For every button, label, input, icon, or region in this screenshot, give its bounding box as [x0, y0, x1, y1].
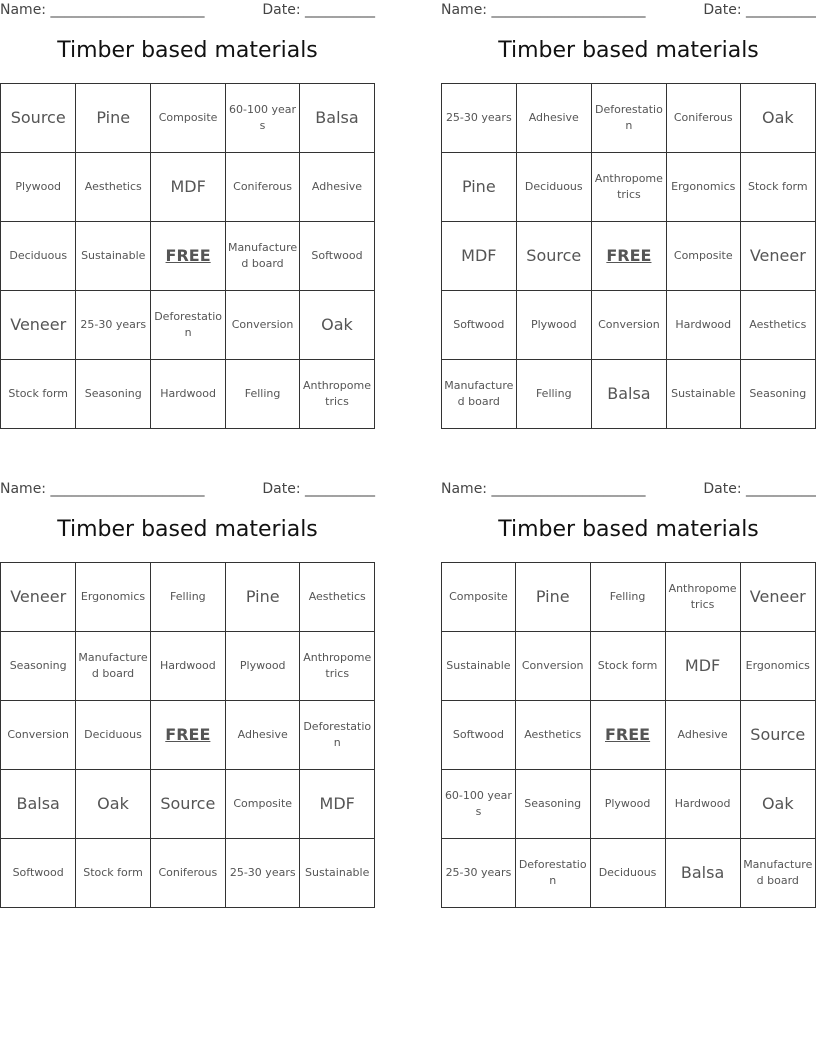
bingo-row: [1, 770, 375, 839]
bingo-cell: Conversion: [591, 291, 666, 360]
bingo-cell: Deforestation: [151, 291, 226, 360]
bingo-row: [442, 839, 816, 908]
bingo-cell: Conversion: [515, 632, 590, 701]
bingo-cell: Anthropometrics: [300, 632, 375, 701]
bingo-cell: Adhesive: [299, 153, 374, 222]
bingo-cell: Veneer: [740, 222, 815, 291]
bingo-cell: Seasoning: [1, 632, 76, 701]
bingo-cell: Seasoning: [515, 770, 590, 839]
card-header: [0, 2, 375, 22]
bingo-cell: Balsa: [1, 770, 76, 839]
bingo-row: [1, 632, 375, 701]
bingo-cell: MDF: [151, 153, 226, 222]
bingo-cell: Source: [740, 701, 815, 770]
bingo-row: [442, 770, 816, 839]
bingo-row: [1, 291, 375, 360]
bingo-row: [442, 84, 816, 153]
bingo-cell: Deciduous: [1, 222, 76, 291]
bingo-row: [442, 563, 816, 632]
bingo-cell: Plywood: [225, 632, 299, 701]
bingo-row: [1, 153, 375, 222]
bingo-cell: Aesthetics: [515, 701, 590, 770]
bingo-cell: Seasoning: [76, 360, 151, 429]
bingo-cell: Ergonomics: [76, 563, 150, 632]
bingo-cell: Deforestation: [515, 839, 590, 908]
bingo-grid: [0, 562, 375, 908]
bingo-cell: Manufactured board: [442, 360, 517, 429]
bingo-cell: Softwood: [442, 291, 517, 360]
bingo-grid: [0, 83, 375, 429]
bingo-row: [1, 563, 375, 632]
bingo-cell: 60-100 years: [226, 84, 300, 153]
bingo-cell: Oak: [299, 291, 374, 360]
bingo-cell: MDF: [665, 632, 740, 701]
bingo-cell: Anthropometrics: [665, 563, 740, 632]
bingo-cell: Felling: [516, 360, 591, 429]
bingo-cell: Sustainable: [666, 360, 740, 429]
bingo-cell: Balsa: [591, 360, 666, 429]
bingo-row: [442, 632, 816, 701]
bingo-cell: Deforestation: [591, 84, 666, 153]
bingo-cell: Plywood: [590, 770, 665, 839]
bingo-cell: Pine: [442, 153, 517, 222]
bingo-cell: Adhesive: [225, 701, 299, 770]
name-field-label: Name: ______________________: [441, 481, 646, 497]
bingo-cell: Felling: [226, 360, 300, 429]
date-field-label: Date: __________: [703, 481, 816, 497]
bingo-cell: Veneer: [1, 563, 76, 632]
bingo-cell: Coniferous: [666, 84, 740, 153]
bingo-cell: Source: [516, 222, 591, 291]
bingo-cell: Composite: [442, 563, 516, 632]
bingo-row: [442, 291, 816, 360]
bingo-row: [442, 153, 816, 222]
free-space-cell: FREE: [150, 701, 225, 770]
bingo-cell: Sustainable: [300, 839, 375, 908]
bingo-cell: Pine: [515, 563, 590, 632]
bingo-cell: Stock form: [76, 839, 150, 908]
bingo-cell: MDF: [300, 770, 375, 839]
bingo-row: [442, 701, 816, 770]
card-header: [441, 2, 816, 22]
bingo-cell: Deforestation: [300, 701, 375, 770]
bingo-cell: Oak: [740, 84, 815, 153]
bingo-cell: Softwood: [442, 701, 516, 770]
bingo-cell: Stock form: [1, 360, 76, 429]
bingo-cell: Veneer: [740, 563, 815, 632]
card-title: Timber based materials: [57, 517, 318, 542]
card-title: Timber based materials: [498, 38, 759, 63]
bingo-cell: Plywood: [1, 153, 76, 222]
bingo-cell: Adhesive: [516, 84, 591, 153]
free-space-cell: FREE: [590, 701, 665, 770]
bingo-cell: Deciduous: [590, 839, 665, 908]
name-field-label: Name: ______________________: [0, 481, 205, 497]
bingo-cell: Aesthetics: [300, 563, 375, 632]
bingo-cell: Manufactured board: [76, 632, 150, 701]
bingo-row: [1, 222, 375, 291]
bingo-cell: Softwood: [299, 222, 374, 291]
bingo-row: [1, 701, 375, 770]
bingo-cell: Felling: [150, 563, 225, 632]
card-header: [441, 481, 816, 501]
bingo-cell: Manufactured board: [740, 839, 815, 908]
bingo-cell: Coniferous: [226, 153, 300, 222]
bingo-cell: Oak: [740, 770, 815, 839]
bingo-cell: Pine: [225, 563, 299, 632]
bingo-cell: 25-30 years: [442, 839, 516, 908]
bingo-cell: Felling: [590, 563, 665, 632]
bingo-cell: 25-30 years: [76, 291, 151, 360]
bingo-row: [442, 222, 816, 291]
bingo-cell: 25-30 years: [442, 84, 517, 153]
free-space-cell: FREE: [151, 222, 226, 291]
bingo-cell: Coniferous: [150, 839, 225, 908]
bingo-cell: Composite: [151, 84, 226, 153]
bingo-cell: 60-100 years: [442, 770, 516, 839]
free-space-cell: FREE: [591, 222, 666, 291]
card-title: Timber based materials: [57, 38, 318, 63]
bingo-row: [1, 360, 375, 429]
bingo-cell: Softwood: [1, 839, 76, 908]
bingo-cell: Deciduous: [76, 701, 150, 770]
bingo-cell: MDF: [442, 222, 517, 291]
bingo-cell: Anthropometrics: [591, 153, 666, 222]
date-field-label: Date: __________: [262, 481, 375, 497]
bingo-cell: Composite: [666, 222, 740, 291]
bingo-cell: Stock form: [740, 153, 815, 222]
name-field-label: Name: ______________________: [441, 2, 646, 18]
bingo-grid: [441, 562, 816, 908]
bingo-cell: Deciduous: [516, 153, 591, 222]
bingo-cell: 25-30 years: [225, 839, 299, 908]
bingo-cell: Anthropometrics: [299, 360, 374, 429]
bingo-cell: Veneer: [1, 291, 76, 360]
bingo-cell: Adhesive: [665, 701, 740, 770]
bingo-cell: Aesthetics: [740, 291, 815, 360]
bingo-cell: Source: [1, 84, 76, 153]
date-field-label: Date: __________: [703, 2, 816, 18]
bingo-cell: Conversion: [1, 701, 76, 770]
bingo-cell: Composite: [225, 770, 299, 839]
card-header: [0, 481, 375, 501]
card-title: Timber based materials: [498, 517, 759, 542]
bingo-grid: [441, 83, 816, 429]
bingo-cell: Seasoning: [740, 360, 815, 429]
bingo-cell: Ergonomics: [740, 632, 815, 701]
bingo-row: [1, 839, 375, 908]
bingo-cell: Hardwood: [666, 291, 740, 360]
bingo-cell: Manufactured board: [226, 222, 300, 291]
bingo-cell: Stock form: [590, 632, 665, 701]
bingo-row: [442, 360, 816, 429]
bingo-cell: Aesthetics: [76, 153, 151, 222]
bingo-cell: Source: [150, 770, 225, 839]
bingo-cell: Sustainable: [76, 222, 151, 291]
bingo-cell: Hardwood: [665, 770, 740, 839]
bingo-cell: Ergonomics: [666, 153, 740, 222]
bingo-cell: Conversion: [226, 291, 300, 360]
bingo-cell: Oak: [76, 770, 150, 839]
bingo-cell: Balsa: [299, 84, 374, 153]
name-field-label: Name: ______________________: [0, 2, 205, 18]
bingo-cell: Hardwood: [150, 632, 225, 701]
bingo-cell: Pine: [76, 84, 151, 153]
bingo-cell: Plywood: [516, 291, 591, 360]
bingo-row: [1, 84, 375, 153]
date-field-label: Date: __________: [262, 2, 375, 18]
bingo-cell: Hardwood: [151, 360, 226, 429]
bingo-cell: Balsa: [665, 839, 740, 908]
bingo-cell: Sustainable: [442, 632, 516, 701]
